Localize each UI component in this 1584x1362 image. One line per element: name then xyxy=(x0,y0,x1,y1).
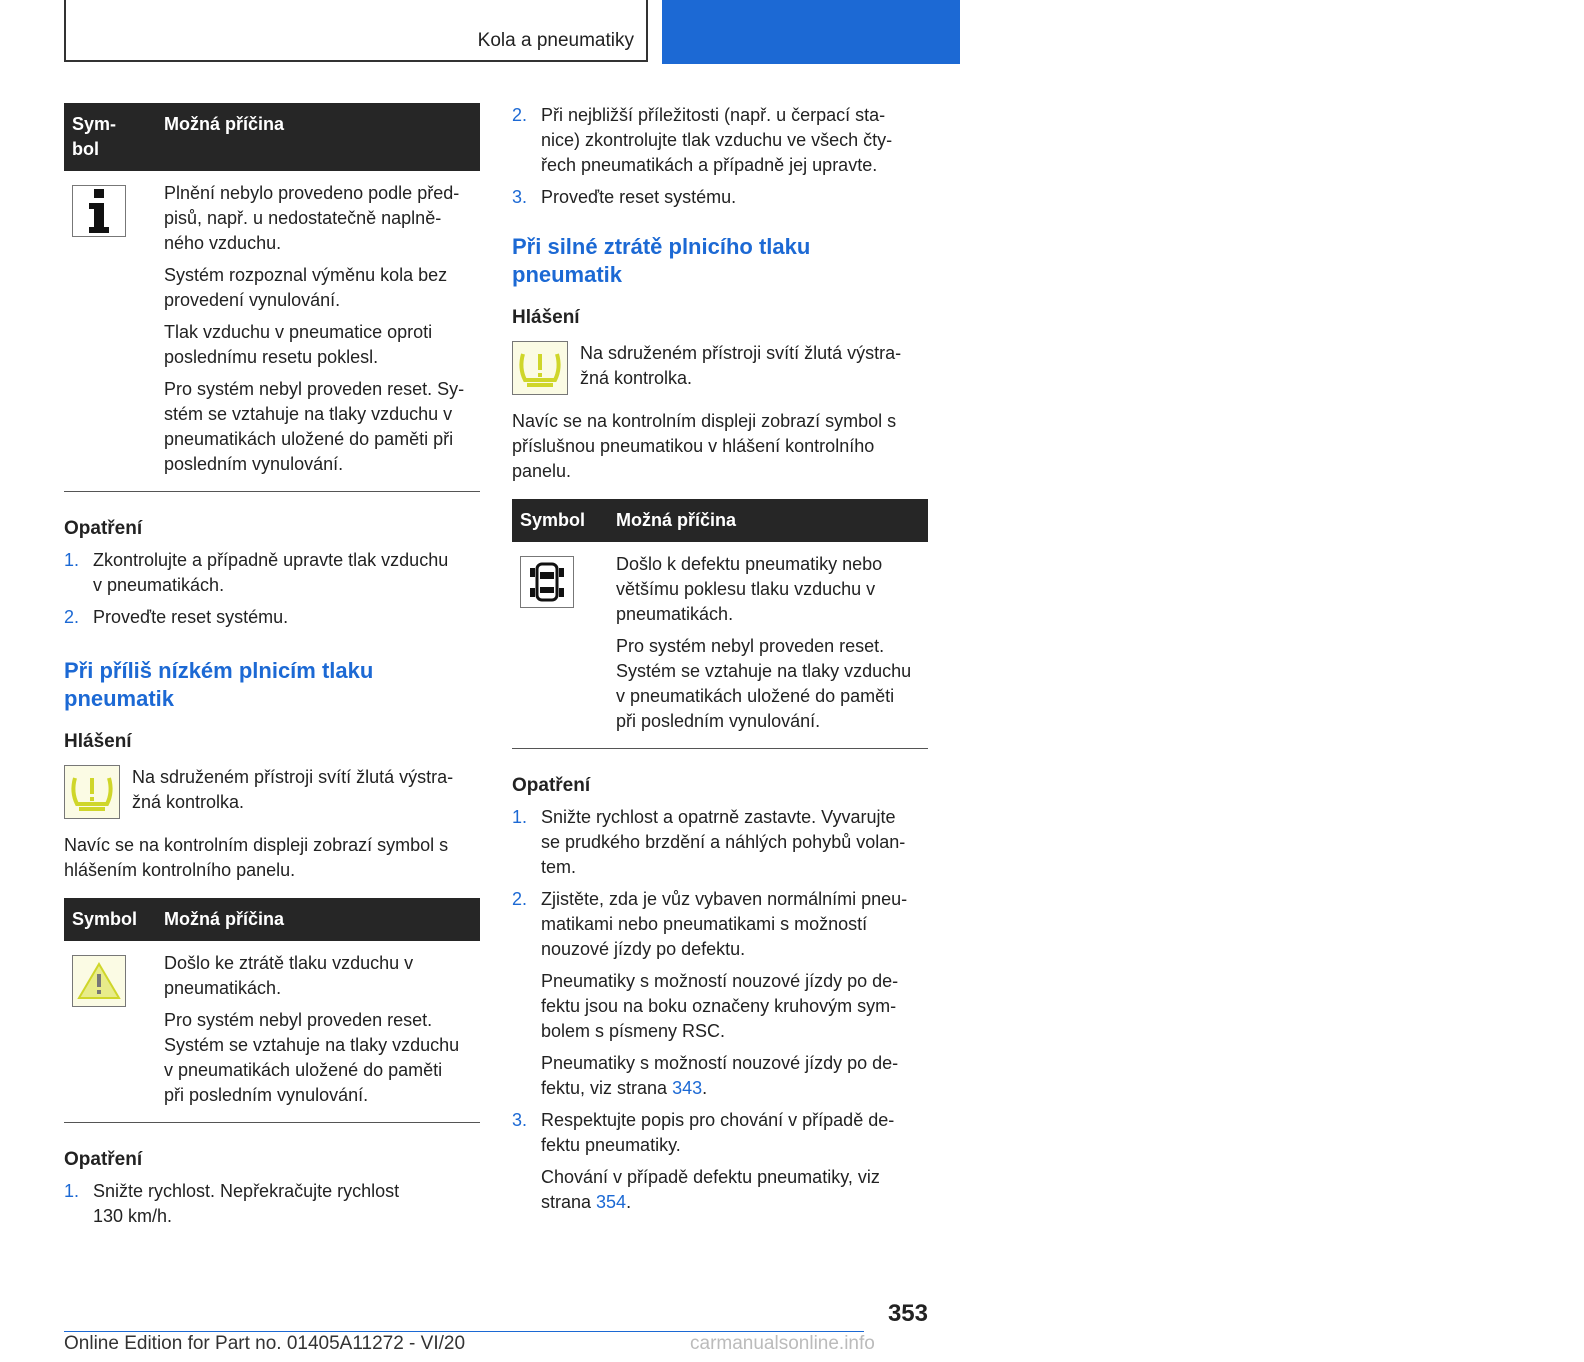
cause-text: Plnění nebylo provedeno podle před- pisů, např. u nedostatečně naplně- ného vzduchu. xyxy=(164,183,460,253)
section-heading: Při silné ztrátě plnicího tlaku pneumatik xyxy=(512,234,811,287)
cause-text: Pro systém nebyl proveden reset. Sy- stém se vztahuje na tlaky vzduchu v pneumatikách uložené do paměti při posledním vynulování. xyxy=(164,379,465,474)
message-text: Na sdruženém přístroji svítí žlutá výstra- žná kontrolka. xyxy=(132,767,454,812)
display-text: Navíc se na kontrolním displeji zobrazí symbol s hlášením kontrolního panelu. xyxy=(64,835,449,880)
measures-list xyxy=(64,548,480,630)
cause-text: Tlak vzduchu v pneumatice oproti poslednímu resetu poklesl. xyxy=(164,322,433,367)
header-section-tab[interactable] xyxy=(662,0,1584,64)
cause-text: Pro systém nebyl proveden reset. Systém se vztahuje na tlaky vzduchu v pneumatikách uložené do paměti při posledním vynulování. xyxy=(164,1010,460,1105)
tire-pressure-warning-icon xyxy=(64,765,120,819)
measures-title: Opatření xyxy=(512,775,591,796)
message-row xyxy=(64,765,480,819)
message-title: Hlášení xyxy=(64,731,132,752)
tire-pressure-warning-icon xyxy=(512,341,568,395)
cause-text: Došlo k defektu pneumatiky nebo většímu poklesu tlaku vzduchu v pneumatikách. xyxy=(616,554,883,624)
symbol-table-3 xyxy=(512,499,928,749)
measures-title: Opatření xyxy=(64,1149,143,1170)
message-title: Hlášení xyxy=(512,307,580,328)
col-header-cause: Možná příčina xyxy=(608,499,928,542)
page-link-343[interactable]: 343 xyxy=(672,1078,703,1098)
list-item: 3. Respektujte popis pro chování v případě de- fektu pneumatiky. Chování v případě defektu pneumatiky, viz strana 354. xyxy=(512,1110,895,1212)
info-icon xyxy=(72,185,126,237)
warning-triangle-icon xyxy=(72,955,126,1007)
footer-divider xyxy=(64,1331,864,1332)
col-header-symbol: Symbol xyxy=(512,499,608,542)
message-row xyxy=(512,341,928,395)
chapter-title: Kola a pneumatiky xyxy=(477,30,634,51)
section-title: MOBILITA xyxy=(1491,30,1584,51)
car-tire-defect-icon xyxy=(520,556,574,608)
page-link-354[interactable]: 354 xyxy=(596,1192,627,1212)
measures-title: Opatření xyxy=(64,518,143,539)
list-item: 1. Snižte rychlost a opatrně zastavte. Vyvarujte se prudkého brzdění a náhlých pohybů volan- tem. xyxy=(512,807,906,877)
list-item: 2. Proveďte reset systému. xyxy=(64,607,289,627)
table-row xyxy=(64,941,480,1123)
left-column xyxy=(64,103,480,1236)
col-header-symbol: Symbol xyxy=(64,898,156,941)
edition-text: Online Edition for Part no. 01405A11272 - VI/20 xyxy=(64,1333,466,1354)
cause-text: Pro systém nebyl proveden reset. Systém se vztahuje na tlaky vzduchu v pneumatikách uložené do paměti při posledním vynulování. xyxy=(616,636,912,731)
list-item: 2. Zjistěte, zda je vůz vybaven normálními pneu- matikami nebo pneumatikami s možností nouzové jízdy po defektu. Pneumatiky s možností nouzové jízdy po de- fektu jsou na boku označeny kruhovým sym- bolem s písmeny RSC. Pneumatiky s možností nouzové jízdy po de- fektu, viz strana 343. xyxy=(512,889,908,1098)
watermark: carmanualsonline.info xyxy=(690,1333,875,1354)
col-header-cause: Možná příčina xyxy=(156,103,480,171)
message-text: Na sdruženém přístroji svítí žlutá výstra- žná kontrolka. xyxy=(580,343,902,388)
table-row xyxy=(64,171,480,492)
list-item: 1. Snižte rychlost. Nepřekračujte rychlost 130 km/h. xyxy=(64,1181,400,1226)
col-header-cause: Možná příčina xyxy=(156,898,480,941)
symbol-table-1 xyxy=(64,103,480,492)
page-number: 353 xyxy=(887,1300,928,1327)
measures-list-continued xyxy=(512,103,928,210)
section-heading: Při příliš nízkém plnicím tlaku pneumatik xyxy=(64,658,374,711)
right-column xyxy=(512,103,928,1222)
display-text: Navíc se na kontrolním displeji zobrazí symbol s příslušnou pneumatikou v hlášení kontrolního panelu. xyxy=(512,411,897,481)
cause-text: Systém rozpoznal výměnu kola bez provedení vynulování. xyxy=(164,265,448,310)
measures-list xyxy=(64,1179,480,1229)
measures-list xyxy=(512,805,928,1215)
col-header-symbol: Sym- bol xyxy=(64,103,156,171)
list-item: 2. Při nejbližší příležitosti (např. u čerpací sta- nice) zkontrolujte tlak vzduchu ve všech čty- řech pneumatikách a případně jej upravte. xyxy=(512,105,893,175)
table-row xyxy=(512,542,928,749)
cause-text: Došlo ke ztrátě tlaku vzduchu v pneumatikách. xyxy=(164,953,414,998)
symbol-table-2 xyxy=(64,898,480,1123)
list-item: 3. Proveďte reset systému. xyxy=(512,187,737,207)
header-chapter-box xyxy=(64,0,648,62)
list-item: 1. Zkontrolujte a případně upravte tlak vzduchu v pneumatikách. xyxy=(64,550,449,595)
